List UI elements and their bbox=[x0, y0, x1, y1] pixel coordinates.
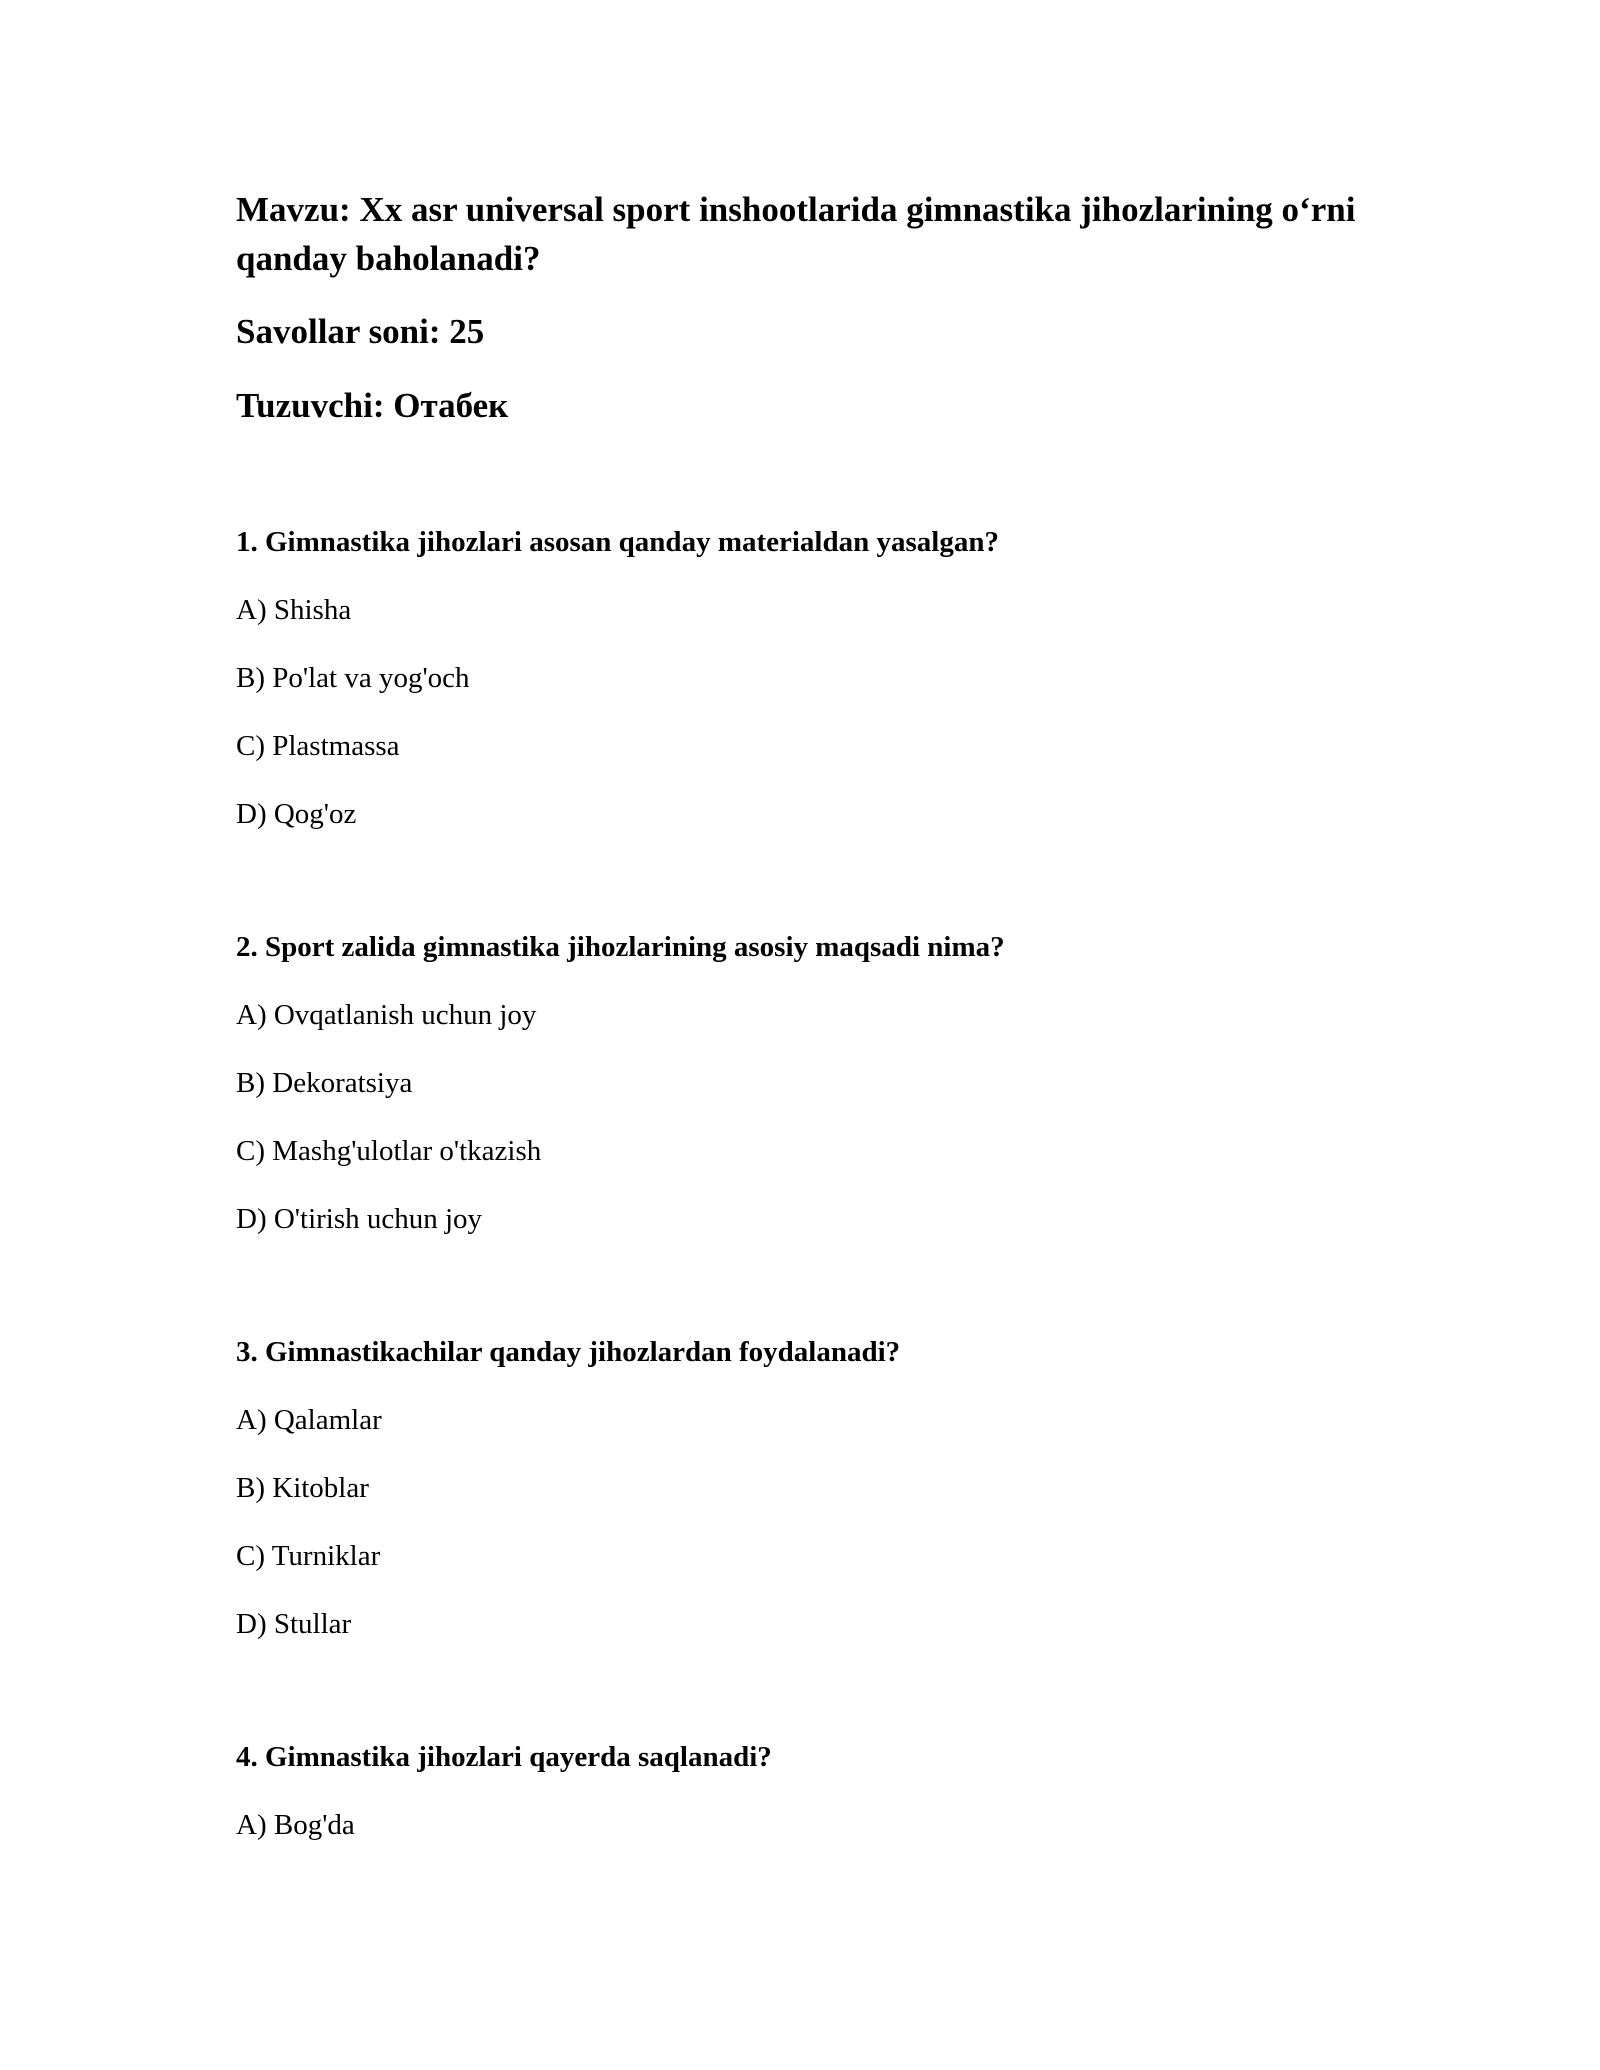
answer-option-a: A) Ovqatlanish uchun joy bbox=[236, 999, 537, 1031]
answer-option-b: B) Kitoblar bbox=[236, 1472, 369, 1504]
question-1 bbox=[236, 522, 1366, 834]
question-4 bbox=[236, 1737, 1366, 1845]
answer-option-b: B) Po'lat va yog'och bbox=[236, 662, 470, 694]
question-text: 3. Gimnastikachilar qanday jihozlardan foydalanadi? bbox=[236, 1336, 901, 1368]
answer-option-c: C) Plastmassa bbox=[236, 730, 400, 762]
question-text: 2. Sport zalida gimnastika jihozlarining asosiy maqsadi nima? bbox=[236, 931, 1005, 963]
answer-option-a: A) Bog'da bbox=[236, 1809, 355, 1841]
answer-option-a: A) Shisha bbox=[236, 594, 352, 626]
answer-option-d: D) O'tirish uchun joy bbox=[236, 1203, 483, 1235]
answer-option-c: C) Mashg'ulotlar o'tkazish bbox=[236, 1135, 542, 1167]
answer-option-d: D) Stullar bbox=[236, 1608, 352, 1640]
question-count: Savollar soni: 25 bbox=[236, 312, 485, 351]
answer-option-c: C) Turniklar bbox=[236, 1540, 381, 1572]
answer-option-b: B) Dekoratsiya bbox=[236, 1067, 413, 1099]
question-text: 4. Gimnastika jihozlari qayerda saqlanadi? bbox=[236, 1741, 772, 1773]
answer-option-a: A) Qalamlar bbox=[236, 1404, 382, 1436]
question-text: 1. Gimnastika jihozlari asosan qanday materialdan yasalgan? bbox=[236, 526, 999, 558]
question-3 bbox=[236, 1332, 1366, 1644]
question-2 bbox=[236, 927, 1366, 1239]
author-line: Tuzuvchi: Отабек bbox=[236, 386, 509, 425]
document-page bbox=[236, 185, 1366, 1845]
document-title: Mavzu: Xx asr universal sport inshootlarida gimnastika jihozlarining o‘rni qanday baholanadi? bbox=[236, 190, 1356, 278]
answer-option-d: D) Qog'oz bbox=[236, 798, 357, 830]
